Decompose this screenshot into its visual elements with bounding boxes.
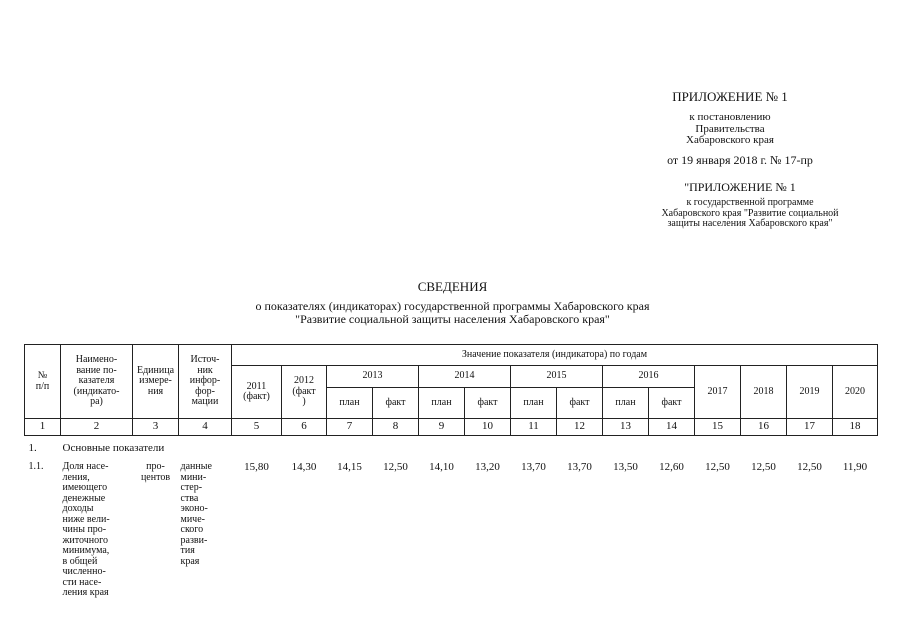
appendix-reference xyxy=(640,112,820,147)
column-number: 9 xyxy=(419,419,465,436)
column-number: 7 xyxy=(327,419,373,436)
value-2011-fact: 15,80 xyxy=(244,461,269,473)
program-appendix-reference xyxy=(620,198,880,230)
header-plan-2013: план xyxy=(327,388,373,419)
indicators-table xyxy=(24,344,878,599)
appendix-title: ПРИЛОЖЕНИЕ № 1 xyxy=(672,89,788,104)
program-appendix-title: "ПРИЛОЖЕНИЕ № 1 xyxy=(684,180,796,194)
header-values-by-year: Значение показателя (индикатора) по годам xyxy=(232,345,878,366)
value-2014-plan: 14,10 xyxy=(429,461,454,473)
header-row-number: № п/п xyxy=(25,345,61,419)
column-number: 2 xyxy=(61,419,133,436)
section-number: 1. xyxy=(28,442,37,455)
column-number: 13 xyxy=(603,419,649,436)
header-year-2014: 2014 xyxy=(419,366,511,388)
column-number: 5 xyxy=(232,419,282,436)
appendix-reference-line-3: Хабаровского края xyxy=(686,134,774,147)
indicator-name: Доля насе- ления, имеющего денежные доходы ниже вели- чины про- житочного минимума, в общей численно- сти насе- ления края xyxy=(62,461,110,598)
column-number: 3 xyxy=(133,419,179,436)
program-reference-line-2: Хабаровского края "Развитие социальной xyxy=(661,207,839,219)
header-indicator-name: Наимено- вание по- казателя (индикато- ра) xyxy=(61,345,133,419)
document-heading: СВЕДЕНИЯ xyxy=(417,279,488,294)
column-number: 11 xyxy=(511,419,557,436)
value-2019: 12,50 xyxy=(797,461,822,473)
header-fact-2013: факт xyxy=(373,388,419,419)
value-2016-plan: 13,50 xyxy=(613,461,638,473)
header-year-2017: 2017 xyxy=(695,366,741,419)
header-unit: Единица измере- ния xyxy=(133,345,179,419)
value-2017: 12,50 xyxy=(705,461,730,473)
program-reference-line-1: к государственной программе xyxy=(686,197,814,208)
indicator-unit: про- центов xyxy=(140,461,171,483)
header-source: Источ- ник инфор- фор- мации xyxy=(179,345,232,419)
column-number: 12 xyxy=(557,419,603,436)
header-year-2019: 2019 xyxy=(787,366,833,419)
column-number: 6 xyxy=(282,419,327,436)
value-2012-fact: 14,30 xyxy=(291,461,317,473)
column-number: 16 xyxy=(741,419,787,436)
header-fact-2016: факт xyxy=(649,388,695,419)
column-number: 10 xyxy=(465,419,511,436)
value-2014-fact: 13,20 xyxy=(475,461,500,473)
value-2015-fact: 13,70 xyxy=(567,461,592,473)
header-year-2018: 2018 xyxy=(741,366,787,419)
column-number: 17 xyxy=(787,419,833,436)
document-subtitle xyxy=(0,300,905,325)
header-plan-2015: план xyxy=(511,388,557,419)
column-numbers-row xyxy=(25,419,878,436)
value-2015-plan: 13,70 xyxy=(521,461,546,473)
column-number: 18 xyxy=(833,419,878,436)
header-plan-2014: план xyxy=(419,388,465,419)
header-year-2012: 2012 (факт ) xyxy=(282,366,327,419)
value-2020: 11,90 xyxy=(842,461,868,473)
resolution-date: от 19 января 2018 г. № 17-пр xyxy=(667,153,813,167)
header-year-2016: 2016 xyxy=(603,366,695,388)
column-number: 15 xyxy=(695,419,741,436)
column-number: 1 xyxy=(25,419,61,436)
section-title: Основные показатели xyxy=(62,442,165,455)
program-reference-line-3: защиты населения Хабаровского края" xyxy=(667,218,833,229)
value-2013-plan: 14,15 xyxy=(337,461,362,473)
appendix-reference-line-1: к постановлению xyxy=(689,111,771,123)
header-plan-2016: план xyxy=(603,388,649,419)
value-2018: 12,50 xyxy=(751,461,776,473)
document-subtitle-line-1: о показателях (индикаторах) государственной программы Хабаровского края xyxy=(255,299,650,313)
header-year-2011: 2011 (факт) xyxy=(232,366,282,419)
row-number: 1.1. xyxy=(28,461,44,472)
column-number: 14 xyxy=(649,419,695,436)
header-year-2013: 2013 xyxy=(327,366,419,388)
column-number: 4 xyxy=(179,419,232,436)
table-row xyxy=(25,462,878,599)
value-2013-fact: 12,50 xyxy=(383,461,408,473)
header-year-2020: 2020 xyxy=(833,366,878,419)
document-subtitle-line-2: "Развитие социальной защиты населения Хабаровского края" xyxy=(295,311,610,326)
appendix-reference-line-2: Правительства xyxy=(695,122,765,135)
header-fact-2014: факт xyxy=(465,388,511,419)
header-fact-2015: факт xyxy=(557,388,603,419)
value-2016-fact: 12,60 xyxy=(659,461,684,473)
section-row xyxy=(25,442,878,456)
indicator-source: данные мини- стер- ства эконо- миче- ского разви- тия края xyxy=(180,461,212,567)
header-year-2015: 2015 xyxy=(511,366,603,388)
column-number: 8 xyxy=(373,419,419,436)
